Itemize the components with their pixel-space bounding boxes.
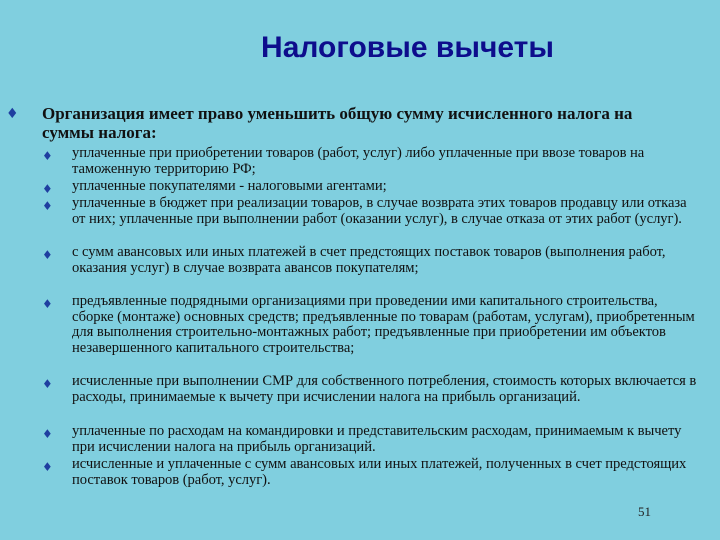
diamond-bullet-icon: ♦ xyxy=(42,460,53,474)
diamond-bullet-icon: ♦ xyxy=(42,248,53,262)
list-item: уплаченные по расходам на командировки и представительским расходам, принимаемым к вычету при исчислении налога на прибыль организаций. xyxy=(72,423,682,455)
diamond-bullet-icon: ♦ xyxy=(42,297,53,311)
list-item: уплаченные при приобретении товаров (работ, услуг) либо уплаченные при ввозе товаров на таможенную территорию РФ; xyxy=(72,145,645,177)
list-item: предъявленные подрядными организациями при проведении ими капитального строительства, сборке (монтаже) основных средств; предъявленные по товарам (работам, услугам), приобретенным для выполнения строительно-монтажных работ; предъявленные при приобретении им объектов незавершенного капитального строительства; xyxy=(72,293,695,356)
page-number: 51 xyxy=(638,504,651,519)
lead-paragraph: Организация имеет право уменьшить общую сумму исчисленного налога на суммы налога: xyxy=(42,104,633,142)
list-item: уплаченные покупателями - налоговыми агентами; xyxy=(72,178,387,194)
diamond-bullet-icon: ♦ xyxy=(42,199,53,213)
list-item: исчисленные при выполнении СМР для собственного потребления, стоимость которых включается в расходы, принимаемые к вычету при исчислении налога на прибыль организаций. xyxy=(72,373,697,405)
diamond-bullet-icon: ♦ xyxy=(42,377,53,391)
list-item: с сумм авансовых или иных платежей в счет предстоящих поставок товаров (выполнения работ, оказания услуг) в случае возврата авансов покупателям; xyxy=(72,244,666,276)
list-item: исчисленные и уплаченные с сумм авансовых или иных платежей, полученных в счет предстоящих поставок товаров (работ, услуг). xyxy=(72,456,687,488)
list-item: уплаченные в бюджет при реализации товаров, в случае возврата этих товаров продавцу или отказа от них; уплаченные при выполнении работ (оказании услуг), в случае отказа от этих работ (услуг). xyxy=(72,195,687,227)
slide-title: Налоговые вычеты xyxy=(261,31,554,64)
diamond-bullet-icon: ♦ xyxy=(6,106,19,122)
diamond-bullet-icon: ♦ xyxy=(42,182,53,196)
diamond-bullet-icon: ♦ xyxy=(42,427,53,441)
diamond-bullet-icon: ♦ xyxy=(42,149,53,163)
